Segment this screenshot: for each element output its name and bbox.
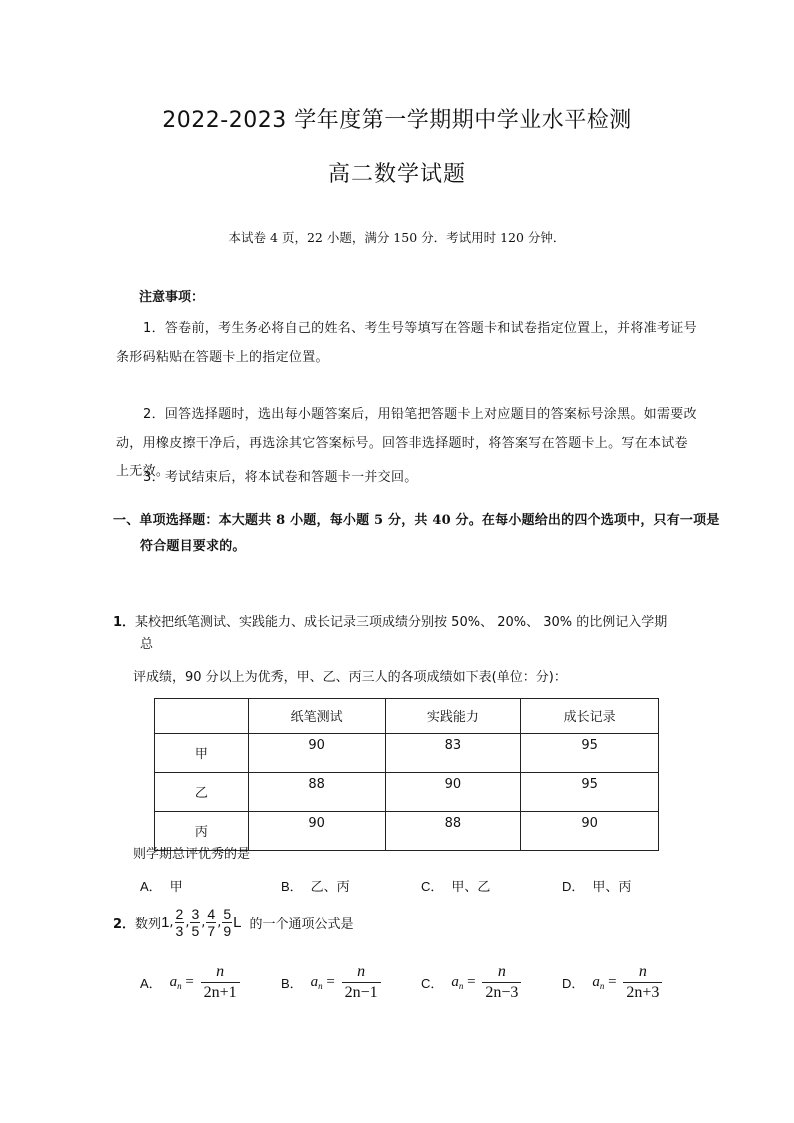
exam-subtitle: 高二数学试题 bbox=[327, 162, 466, 187]
option-label: C． bbox=[421, 976, 444, 991]
question-1-stem bbox=[113, 611, 667, 630]
table-header-cell: 实践能力 bbox=[385, 699, 521, 734]
option-fraction bbox=[623, 962, 662, 1003]
fraction-denominator: 2n−3 bbox=[485, 984, 519, 1001]
option-label: B． bbox=[281, 976, 303, 991]
fraction-numerator: n bbox=[482, 962, 521, 983]
subscript-n: n bbox=[318, 981, 323, 991]
subscript-n: n bbox=[458, 981, 464, 991]
table-header-cell bbox=[155, 699, 249, 734]
variable-a: a bbox=[310, 974, 319, 990]
question-2-option-c[interactable] bbox=[421, 962, 521, 1003]
option-fraction bbox=[482, 962, 521, 1003]
table-header-row bbox=[155, 699, 659, 734]
exam-info: 本试卷 4 页，22 小题，满分 150 分．考试用时 120 分钟． bbox=[228, 230, 566, 245]
sequence-term bbox=[190, 906, 200, 939]
notice-heading: 注意事项： bbox=[139, 290, 205, 305]
table-row bbox=[155, 734, 659, 773]
notice-item-1: 1．答卷前，考生务必将自己的姓名、考生号等填写在答题卡和试卷指定位置上，并将准考证号条形码粘贴在答题卡上的指定位置。 bbox=[116, 321, 697, 365]
question-1-stem-line1: 某校把纸笔测试、实践能力、成长记录三项成绩分别按 50%、 20%、 30% 的比例记入学期 bbox=[135, 615, 668, 630]
question-1-option-d[interactable] bbox=[562, 876, 631, 895]
option-formula-lhs: $a_n$ = bbox=[451, 974, 480, 991]
question-2-stem-prefix: 数列 bbox=[135, 917, 162, 932]
subscript-n: n bbox=[177, 981, 182, 991]
question-1-prompt: 则学期总评优秀的是 bbox=[133, 847, 251, 862]
sequence-term bbox=[175, 906, 185, 939]
fraction-numerator: 4 bbox=[207, 906, 216, 922]
question-2-stem: 2．数列1, $\frac{2}{3}$ , $\frac{3}{5}$ , $\frac{4}{7}$ , $\frac{5}{9}$ L 的一个通项公式是 bbox=[113, 906, 354, 939]
question-1-option-b[interactable] bbox=[281, 876, 350, 895]
question-2-option-a[interactable] bbox=[140, 962, 240, 1003]
question-2-option-d[interactable] bbox=[562, 962, 662, 1003]
option-text: 甲、丙 bbox=[592, 880, 632, 895]
variable-a: a bbox=[169, 974, 178, 990]
fraction-denominator: 2n−1 bbox=[344, 984, 378, 1001]
option-text: 甲、乙 bbox=[451, 880, 491, 895]
question-1-option-c[interactable] bbox=[421, 876, 490, 895]
option-label: D． bbox=[562, 976, 585, 991]
fraction-numerator: 2 bbox=[175, 906, 184, 922]
table-cell: 95 bbox=[521, 734, 659, 773]
table-cell: 83 bbox=[385, 734, 521, 773]
fraction-numerator: 5 bbox=[223, 906, 232, 922]
table-cell: 95 bbox=[521, 773, 659, 812]
fraction-denominator: 5 bbox=[191, 923, 200, 939]
variable-a: a bbox=[592, 974, 600, 990]
fraction-denominator: 7 bbox=[207, 923, 216, 939]
option-label: A． bbox=[140, 976, 162, 991]
question-2-stem-suffix: 的一个通项公式是 bbox=[249, 917, 354, 932]
table-header-cell: 纸笔测试 bbox=[248, 699, 385, 734]
question-2-number: 2． bbox=[113, 917, 136, 932]
option-label: A． bbox=[140, 879, 162, 894]
notice-item-2: 2．回答选择题时，选出每小题答案后，用铅笔把答题卡上对应题目的答案标号涂黑。如需要改动，用橡皮擦干净后，再选涂其它答案标号。回答非选择题时，将答案写在答题卡上。写在本试卷上无效。 bbox=[116, 407, 697, 479]
option-label: D． bbox=[562, 879, 585, 894]
table-cell: 88 bbox=[248, 773, 385, 812]
table-row-label: 乙 bbox=[155, 773, 249, 812]
option-label: C． bbox=[421, 879, 444, 894]
question-1-number: 1． bbox=[113, 615, 136, 630]
question-1-stem-wrap: 总 bbox=[140, 637, 154, 652]
fraction-numerator: n bbox=[342, 962, 381, 983]
option-label: B． bbox=[281, 879, 303, 894]
table-cell: 88 bbox=[385, 812, 521, 851]
table-row-label: 甲 bbox=[155, 734, 249, 773]
table-cell: 90 bbox=[521, 812, 659, 851]
fraction-numerator: 3 bbox=[191, 906, 200, 922]
fraction-denominator: 2n+3 bbox=[626, 984, 660, 1001]
option-formula-lhs: $a_n$ = bbox=[592, 974, 621, 991]
subscript-n: n bbox=[599, 981, 605, 991]
table-cell: 90 bbox=[385, 773, 521, 812]
option-text: 乙、丙 bbox=[310, 880, 350, 895]
option-fraction bbox=[201, 962, 240, 1003]
sequence-term bbox=[206, 906, 216, 939]
exam-title: 2022-2023 学年度第一学期期中学业水平检测 bbox=[162, 108, 632, 133]
scores-table bbox=[154, 698, 659, 851]
fraction-denominator: 3 bbox=[175, 923, 184, 939]
fraction-denominator: 9 bbox=[223, 923, 232, 939]
fraction-numerator: n bbox=[201, 962, 240, 983]
table-cell: 90 bbox=[248, 812, 385, 851]
table-cell: 90 bbox=[248, 734, 385, 773]
section-heading: 一、单项选择题：本大题共 8 小题，每小题 5 分，共 40 分。在每小题给出的四个选项中，只有一项是符合题目要求的。 bbox=[113, 513, 720, 554]
sequence-term bbox=[222, 906, 232, 939]
variable-a: a bbox=[451, 974, 459, 990]
sequence-first-term: 1 bbox=[161, 914, 170, 931]
option-formula-lhs: $a_n$ = bbox=[169, 974, 198, 991]
question-1-option-a[interactable] bbox=[140, 876, 183, 895]
fraction-denominator: 2n+1 bbox=[203, 984, 237, 1001]
table-header-cell: 成长记录 bbox=[521, 699, 659, 734]
option-text: 甲 bbox=[169, 880, 183, 895]
table-row bbox=[155, 773, 659, 812]
fraction-numerator: n bbox=[623, 962, 662, 983]
sequence-ellipsis: L bbox=[233, 914, 242, 931]
option-fraction bbox=[342, 962, 381, 1003]
table-row-label: 丙 bbox=[155, 812, 249, 851]
option-formula-lhs: $a_n$ = bbox=[310, 974, 339, 991]
question-2-option-b[interactable] bbox=[281, 962, 381, 1003]
notice-item-3: 3．考试结束后，将本试卷和答题卡一并交回。 bbox=[143, 470, 418, 485]
question-1-stem-line2: 评成绩，90 分以上为优秀，甲、乙、丙三人的各项成绩如下表(单位：分)： bbox=[133, 670, 567, 685]
